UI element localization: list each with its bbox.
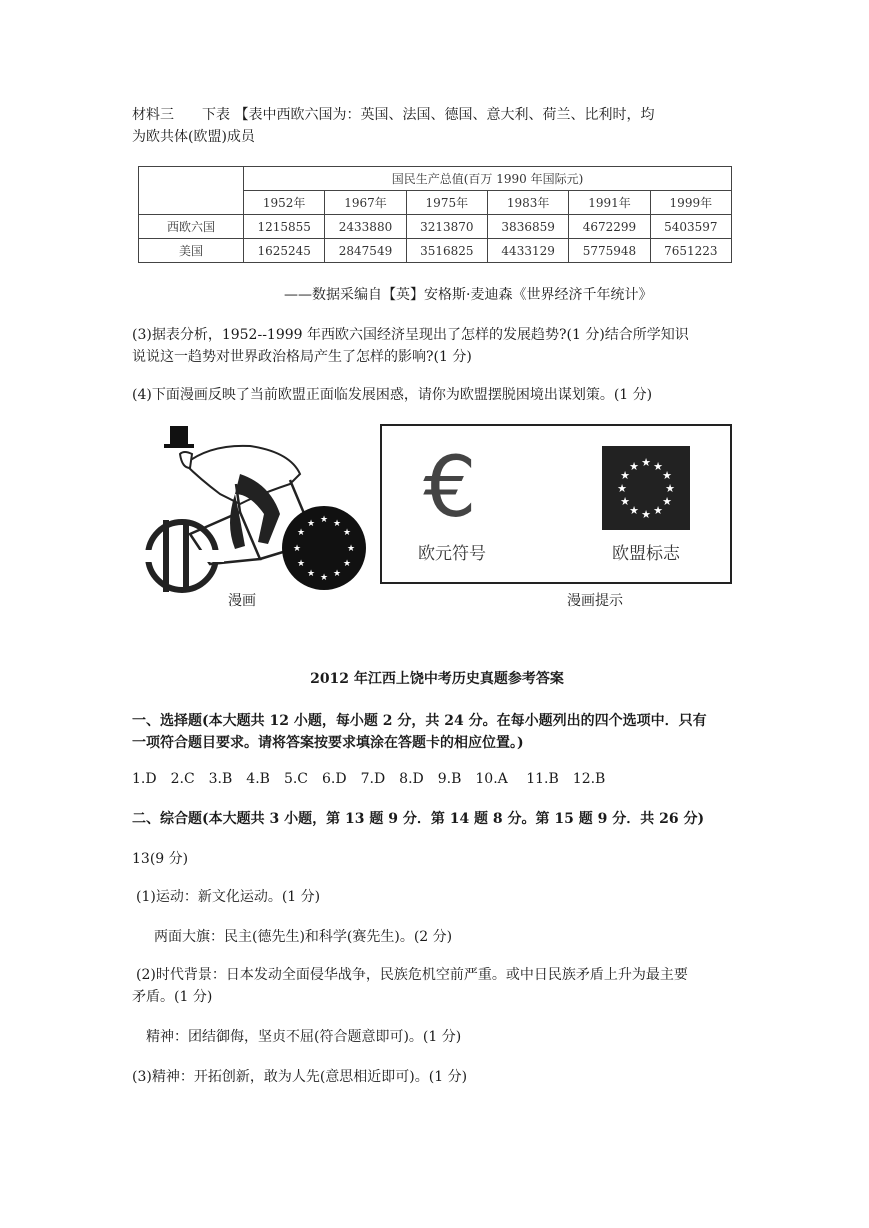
svg-text:★: ★ bbox=[332, 569, 342, 579]
svg-text:★: ★ bbox=[620, 495, 630, 508]
year-header: 1991年 bbox=[569, 191, 650, 215]
eu-flag-wheel-icon bbox=[282, 506, 366, 590]
table-cell: 3213870 bbox=[406, 215, 487, 239]
answers-title: 2012 年江西上饶中考历史真题参考答案 bbox=[310, 671, 564, 687]
svg-text:★: ★ bbox=[662, 495, 672, 508]
table-cell: 3516825 bbox=[406, 239, 487, 263]
svg-text:★: ★ bbox=[342, 559, 352, 569]
gdp-table bbox=[138, 166, 732, 263]
table-cell: 7651223 bbox=[650, 239, 731, 263]
section1-heading-line1: 一、选择题(本大题共 12 小题，每小题 2 分，共 24 分。在每小题列出的四个选项中．只有 bbox=[132, 713, 707, 729]
q13-heading: 13(9 分) bbox=[132, 851, 189, 867]
row-label: 美国 bbox=[139, 239, 244, 263]
euro-symbol-icon: € bbox=[423, 438, 477, 536]
table-source: ——数据采编自【英】安格斯·麦迪森《世界经济千年统计》 bbox=[284, 287, 653, 303]
svg-text:★: ★ bbox=[296, 528, 306, 538]
table-cell: 2433880 bbox=[325, 215, 406, 239]
year-header: 1952年 bbox=[244, 191, 325, 215]
table-row bbox=[139, 239, 732, 263]
answer-2-line1: (2)时代背景：日本发动全面侵华战争，民族危机空前严重。或中日民族矛盾上升为最主要 bbox=[136, 967, 688, 983]
svg-text:★: ★ bbox=[629, 504, 639, 517]
section2-heading: 二、综合题(本大题共 3 小题，第 13 题 9 分．第 14 题 8 分。第 15 题 9 分．共 26 分) bbox=[132, 811, 705, 827]
svg-text:★: ★ bbox=[641, 508, 651, 521]
svg-text:★: ★ bbox=[653, 504, 663, 517]
euro-symbol-label: 欧元符号 bbox=[418, 544, 486, 564]
svg-text:★: ★ bbox=[346, 544, 356, 554]
question-3-line2: 说说这一趋势对世界政治格局产生了怎样的影响?(1 分) bbox=[132, 349, 472, 365]
answer-2-line2: 矛盾。(1 分) bbox=[132, 989, 213, 1005]
svg-text:★: ★ bbox=[629, 460, 639, 473]
table-row bbox=[139, 215, 732, 239]
table-cell: 1625245 bbox=[244, 239, 325, 263]
svg-text:★: ★ bbox=[617, 482, 627, 495]
answer-3: (3)精神：开拓创新，敢为人先(意思相近即可)。(1 分) bbox=[132, 1069, 468, 1085]
top-hat-icon bbox=[170, 426, 188, 446]
table-cell: 4433129 bbox=[487, 239, 568, 263]
svg-text:★: ★ bbox=[296, 559, 306, 569]
cartoon-hint-box bbox=[380, 424, 732, 584]
eu-flag-label: 欧盟标志 bbox=[612, 544, 680, 564]
answer-1b: 两面大旗：民主(德先生)和科学(赛先生)。(2 分) bbox=[154, 929, 453, 945]
cartoon-image bbox=[140, 424, 372, 596]
svg-text:★: ★ bbox=[641, 456, 651, 469]
table-cell: 2847549 bbox=[325, 239, 406, 263]
question-3-line1: (3)据表分析，1952--1999 年西欧六国经济呈现出了怎样的发展趋势?(1 分)结合所学知识 bbox=[132, 327, 689, 343]
table-cell: 4672299 bbox=[569, 215, 650, 239]
year-header: 1975年 bbox=[406, 191, 487, 215]
answer-2b: 精神：团结御侮，坚贞不屈(符合题意即可)。(1 分) bbox=[146, 1029, 462, 1045]
table-super-header: 国民生产总值(百万 1990 年国际元) bbox=[244, 167, 732, 191]
euro-wheel-icon bbox=[140, 520, 224, 592]
table-cell: 1215855 bbox=[244, 215, 325, 239]
svg-text:★: ★ bbox=[665, 482, 675, 495]
hint-caption: 漫画提示 bbox=[567, 593, 623, 609]
svg-text:★: ★ bbox=[662, 469, 672, 482]
table-cell: 3836859 bbox=[487, 215, 568, 239]
table-cell: 5775948 bbox=[569, 239, 650, 263]
svg-text:★: ★ bbox=[292, 544, 302, 554]
svg-text:★: ★ bbox=[319, 573, 329, 583]
table-cell: 5403597 bbox=[650, 215, 731, 239]
svg-text:★: ★ bbox=[620, 469, 630, 482]
svg-text:★: ★ bbox=[306, 569, 316, 579]
svg-text:★: ★ bbox=[653, 460, 663, 473]
choice-answers: 1.D 2.C 3.B 4.B 5.C 6.D 7.D 8.D 9.B 10.A 11.B 12.B bbox=[132, 771, 606, 787]
year-header: 1967年 bbox=[325, 191, 406, 215]
question-4: (4)下面漫画反映了当前欧盟正面临发展困惑，请你为欧盟摆脱困境出谋划策。(1 分) bbox=[132, 387, 653, 403]
section1-heading-line2: 一项符合题目要求。请将答案按要求填涂在答题卡的相应位置。) bbox=[132, 735, 524, 751]
svg-text:★: ★ bbox=[342, 528, 352, 538]
svg-text:★: ★ bbox=[306, 519, 316, 529]
table-corner-cell bbox=[139, 167, 244, 215]
table-header-row bbox=[139, 167, 732, 191]
svg-text:★: ★ bbox=[332, 519, 342, 529]
year-header: 1999年 bbox=[650, 191, 731, 215]
svg-text:★: ★ bbox=[319, 515, 329, 525]
row-label: 西欧六国 bbox=[139, 215, 244, 239]
answer-1: (1)运动：新文化运动。(1 分) bbox=[136, 889, 321, 905]
cartoon-caption: 漫画 bbox=[228, 593, 256, 609]
material-three-line2: 为欧共体(欧盟)成员 bbox=[132, 129, 255, 145]
year-header: 1983年 bbox=[487, 191, 568, 215]
material-three-line1: 材料三 下表 【表中西欧六国为：英国、法国、德国、意大利、荷兰、比利时，均 bbox=[132, 107, 655, 123]
